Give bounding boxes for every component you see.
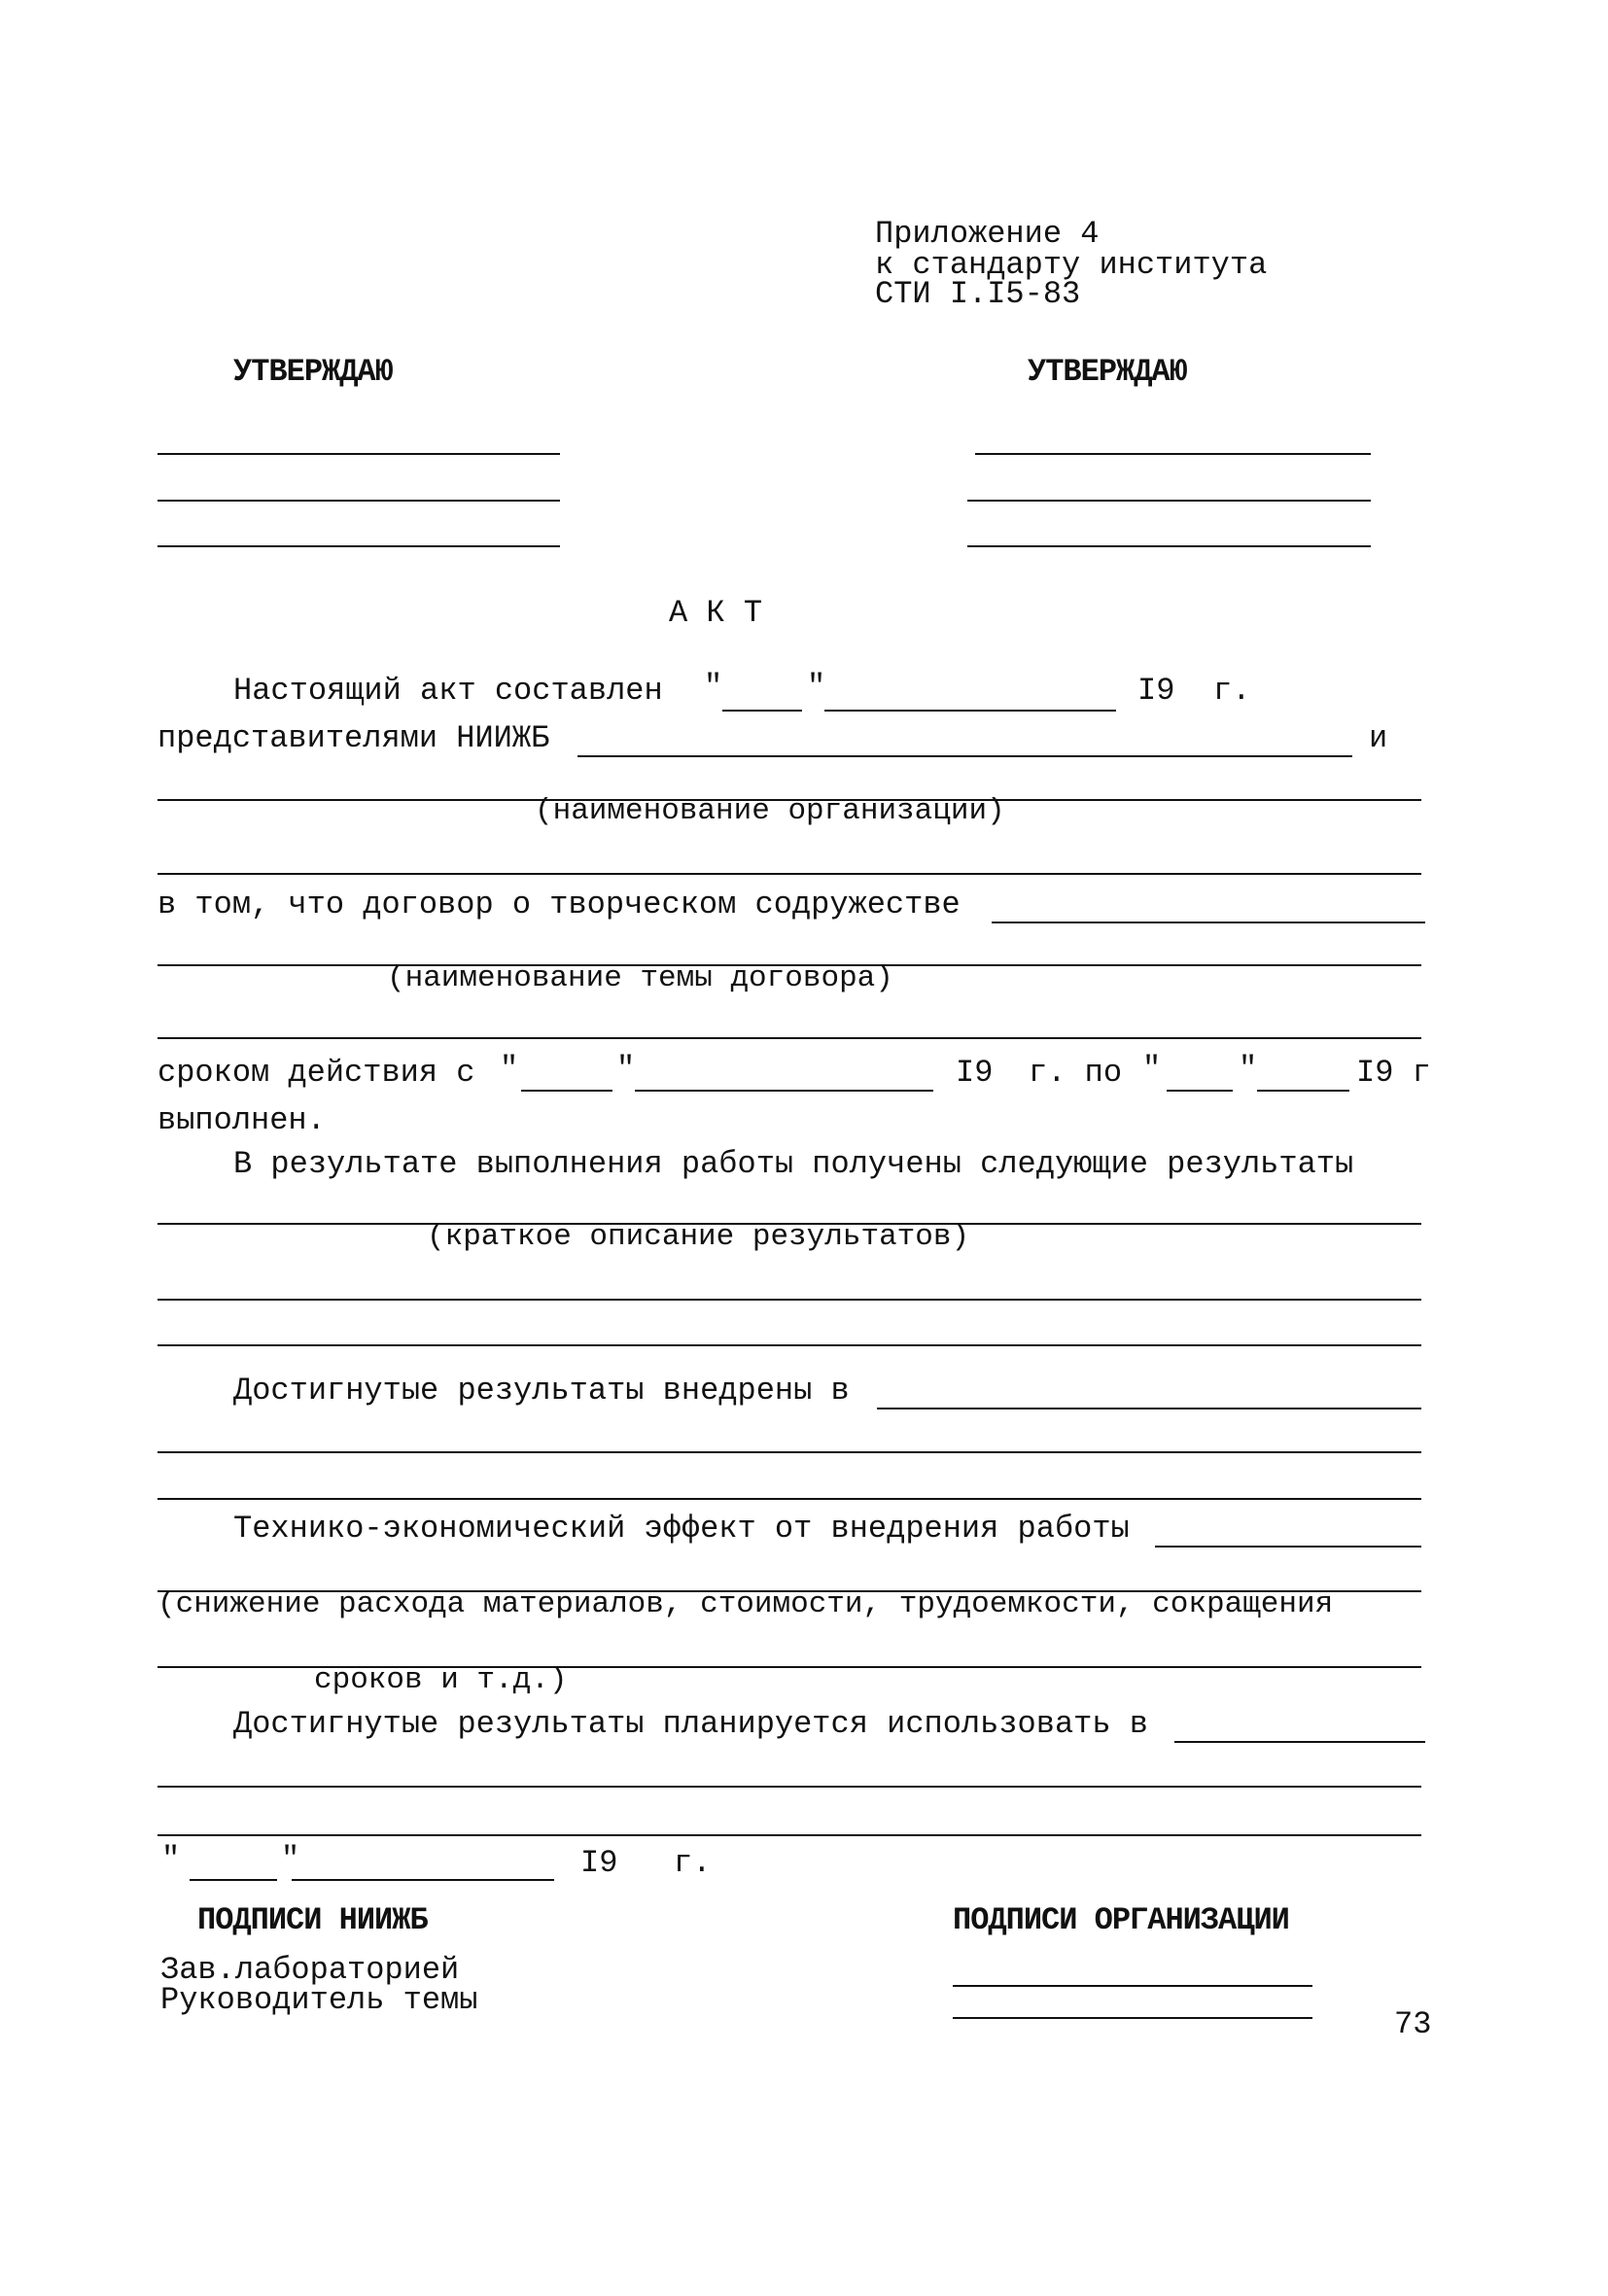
quote: " bbox=[704, 669, 723, 705]
effect-text: Технико-экономический эффект от внедрения работы bbox=[233, 1511, 1130, 1547]
approve-left-line bbox=[157, 500, 560, 502]
year-suffix: г. bbox=[1213, 673, 1251, 709]
year-prefix: I9 bbox=[956, 1055, 994, 1091]
to-text: г. по bbox=[1029, 1055, 1123, 1091]
blank-line bbox=[157, 873, 1421, 875]
org-signature-line bbox=[953, 1985, 1312, 1987]
implemented-blank bbox=[877, 1408, 1421, 1409]
planned-blank bbox=[1174, 1741, 1425, 1743]
quote: " bbox=[281, 1841, 300, 1877]
completed-text: выполнен. bbox=[157, 1102, 326, 1138]
approve-right-line bbox=[975, 453, 1371, 455]
topic-lead-label: Руководитель темы bbox=[160, 1982, 478, 2018]
appendix-label: Приложение 4 bbox=[875, 216, 1100, 252]
date-day-blank bbox=[190, 1879, 277, 1881]
results-intro: В результате выполнения работы получены следующие результаты bbox=[233, 1146, 1354, 1182]
end-month-blank bbox=[1257, 1090, 1349, 1092]
date-month-blank bbox=[292, 1879, 554, 1881]
blank-line bbox=[157, 1834, 1421, 1836]
start-day-blank bbox=[521, 1090, 612, 1092]
standard-code: СТИ I.I5-83 bbox=[875, 276, 1081, 312]
approve-left: УТВЕРЖДАЮ bbox=[233, 354, 393, 390]
signatures-niizhb: ПОДПИСИ НИИЖБ bbox=[197, 1902, 428, 1938]
quote: " bbox=[1239, 1051, 1258, 1087]
page-number: 73 bbox=[1394, 2006, 1432, 2042]
representatives-blank bbox=[577, 755, 1352, 757]
blank-line bbox=[157, 1299, 1421, 1301]
quote: " bbox=[807, 669, 826, 705]
end-day-blank bbox=[1167, 1090, 1233, 1092]
quote: " bbox=[161, 1841, 181, 1877]
representatives-text: представителями НИИЖБ bbox=[157, 720, 550, 756]
organization-caption: (наименование организации) bbox=[535, 794, 1005, 828]
planned-text: Достигнутые результаты планируется использовать в bbox=[233, 1706, 1148, 1742]
approve-right: УТВЕРЖДАЮ bbox=[1028, 354, 1187, 390]
quote: " bbox=[616, 1051, 636, 1087]
approve-right-line bbox=[967, 500, 1371, 502]
end-year: I9 г bbox=[1356, 1055, 1431, 1091]
topic-caption: (наименование темы договора) bbox=[387, 961, 893, 995]
effect-caption-1: (снижение расхода материалов, стоимости, трудоемкости, сокращения bbox=[157, 1587, 1334, 1621]
standard-label: к стандарту института bbox=[875, 247, 1268, 283]
year-suffix: г. bbox=[674, 1845, 712, 1881]
lab-head-label: Зав.лабораторией bbox=[160, 1952, 460, 1988]
term-text: сроком действия с bbox=[157, 1055, 475, 1091]
and-text: и bbox=[1369, 720, 1388, 756]
results-caption: (краткое описание результатов) bbox=[427, 1220, 970, 1254]
blank-line bbox=[157, 1451, 1421, 1453]
blank-line bbox=[157, 1037, 1421, 1039]
document-title: А К Т bbox=[669, 595, 763, 631]
approve-right-line bbox=[967, 545, 1371, 547]
composed-text: Настоящий акт составлен bbox=[233, 673, 663, 709]
year-prefix: I9 bbox=[580, 1845, 618, 1881]
blank-line bbox=[157, 1498, 1421, 1500]
approve-left-line bbox=[157, 453, 560, 455]
contract-text: в том, что договор о творческом содружестве bbox=[157, 887, 961, 922]
blank-line bbox=[157, 1786, 1421, 1788]
quote: " bbox=[1142, 1051, 1162, 1087]
start-month-blank bbox=[635, 1090, 933, 1092]
contract-blank bbox=[992, 922, 1425, 923]
implemented-text: Достигнутые результаты внедрены в bbox=[233, 1373, 850, 1409]
approve-left-line bbox=[157, 545, 560, 547]
org-signature-line bbox=[953, 2017, 1312, 2019]
year-prefix: I9 bbox=[1137, 673, 1175, 709]
month-blank bbox=[824, 710, 1116, 712]
blank-line bbox=[157, 1344, 1421, 1346]
day-blank bbox=[722, 710, 802, 712]
signatures-org: ПОДПИСИ ОРГАНИЗАЦИИ bbox=[953, 1902, 1289, 1938]
effect-caption-2: сроков и т.д.) bbox=[314, 1663, 568, 1697]
effect-blank bbox=[1155, 1546, 1421, 1548]
quote: " bbox=[500, 1051, 519, 1087]
